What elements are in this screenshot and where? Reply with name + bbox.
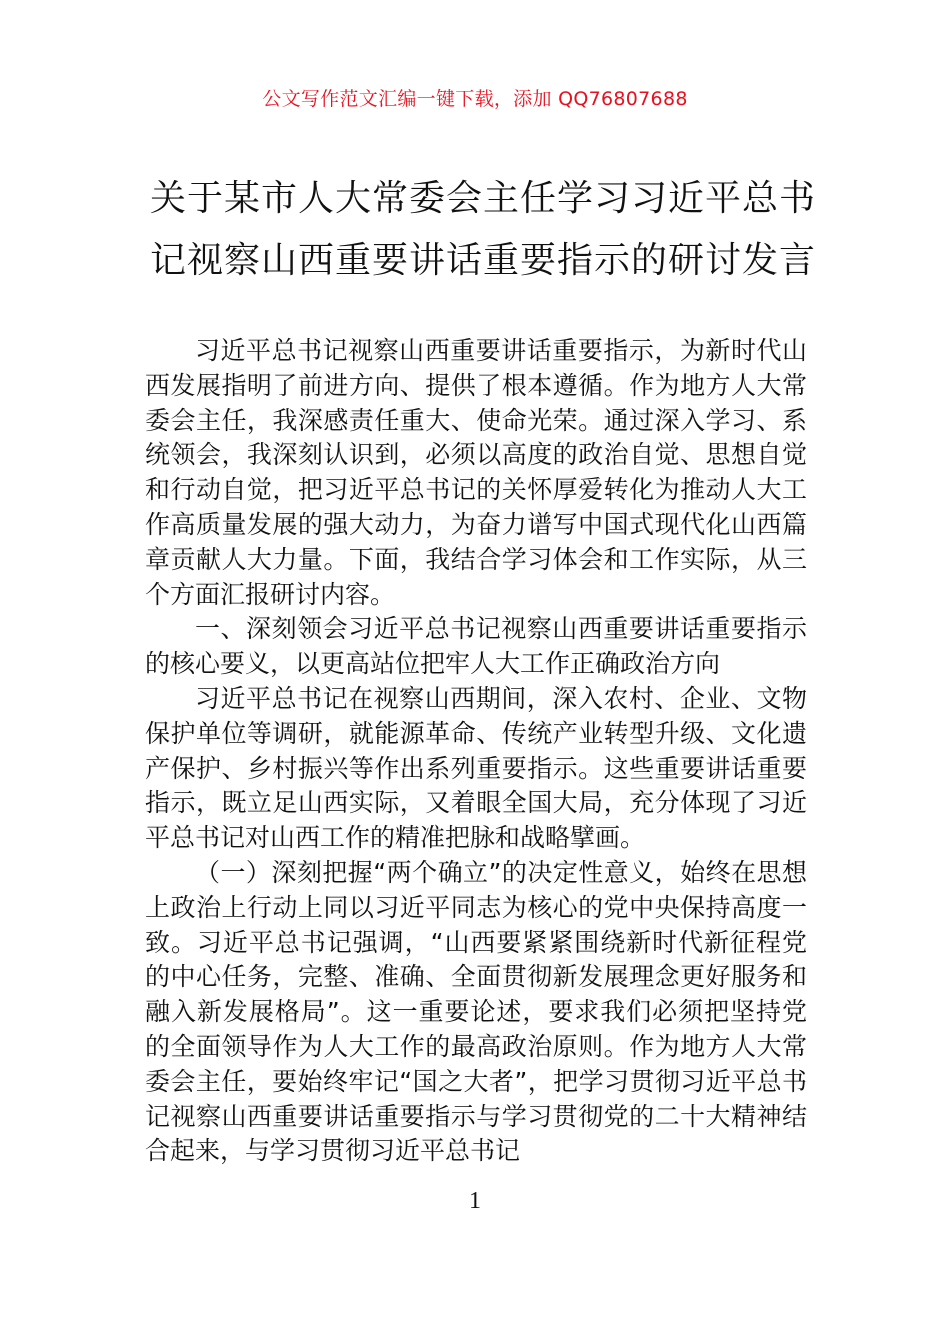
intro-paragraph: 习近平总书记视察山西重要讲话重要指示，为新时代山西发展指明了前进方向、提供了根本遵循。作为地方人大常委会主任，我深感责任重大、使命光荣。通过深入学习、系统领会，我深刻认识到，必须以高度的政治自觉、思想自觉和行动自觉，把习近平总书记的关怀厚爱转化为推动人大工作高质量发展的强大动力，为奋力谱写中国式现代化山西篇章贡献人大力量。下面，我结合学习体会和工作实际，从三个方面汇报研讨内容。: [145, 336, 807, 609]
document-title: [150, 168, 817, 292]
section-1-paragraph: 习近平总书记在视察山西期间，深入农村、企业、文物保护单位等调研，就能源革命、传统产业转型升级、文化遗产保护、乡村振兴等作出系列重要指示。这些重要讲话重要指示，既立足山西实际，又着眼全国大局，充分体现了习近平总书记对山西工作的精准把脉和战略擘画。: [145, 683, 807, 853]
title-line-1: 关于某市人大常委会主任学习习近平总书: [150, 178, 817, 219]
section-heading-1: 一、深刻领会习近平总书记视察山西重要讲话重要指示的核心要义，以更高站位把牢人大工作正确政治方向: [145, 614, 807, 679]
title-line-2: 记视察山西重要讲话重要指示的研讨发言: [150, 240, 817, 281]
download-banner: 公文写作范文汇编一键下载，添加 QQ76807688: [262, 88, 688, 110]
page-number: 1: [469, 1188, 481, 1214]
document-body: [145, 334, 807, 1169]
subsection-1-paragraph: （一）深刻把握“两个确立”的决定性意义，始终在思想上政治上行动上同以习近平同志为核心的党中央保持高度一致。习近平总书记强调，“山西要紧紧围绕新时代新征程党的中心任务，完整、准确、全面贯彻新发展理念更好服务和融入新发展格局”。这一重要论述，要求我们必须把坚持党的全面领导作为人大工作的最高政治原则。作为地方人大常委会主任，要始终牢记“国之大者”，把学习贯彻习近平总书记视察山西重要讲话重要指示与学习贯彻党的二十大精神结合起来，与学习贯彻习近平总书记: [145, 857, 807, 1166]
